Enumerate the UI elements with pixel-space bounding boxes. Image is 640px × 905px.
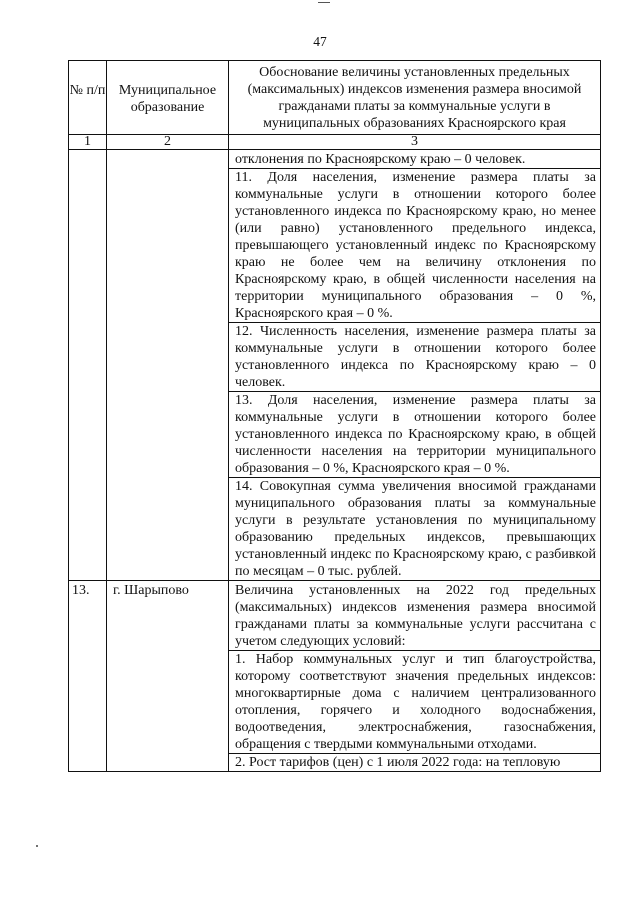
cell-justification-text [229, 581, 601, 772]
paragraph-item-12: 12. Численность населения, изменение размера платы за коммунальные услуги в отношении которого более установленного индекса по Красноярскому краю – 0 человек. [229, 322, 600, 391]
cell-continuation-text [229, 150, 601, 581]
justification-table [68, 60, 601, 772]
page-number: 47 [313, 34, 327, 49]
header-justification: Обоснование величины установленных предельных (максимальных) индексов изменения размера вносимой гражданами платы за коммунальные услуги в муниципальных образованиях Красноярского края [229, 61, 601, 135]
column-number-3: 3 [229, 135, 601, 150]
row-number: 13. [69, 581, 107, 772]
paragraph: отклонения по Красноярскому краю – 0 человек. [235, 152, 526, 167]
paragraph-item-11: 11. Доля населения, изменение размера платы за коммунальные услуги в отношении которого более установленного индекса по Красноярскому краю, но менее (или равно) установленного предельного индекса, превышающего установленный индекс по Красноярскому краю не более чем на величину отклонения по Красноярскому краю, в общей численности населения на территории муниципального образования – 0 %, Красноярского края – 0 %. [229, 168, 600, 322]
column-number-row [69, 135, 601, 150]
column-number-2: 2 [107, 135, 229, 150]
paragraph-intro: Величина установленных на 2022 год предельных (максимальных) индексов изменения размера вносимой гражданами платы за коммунальные услуги рассчитана с учетом следующих условий: [235, 583, 596, 649]
column-number-1: 1 [69, 135, 107, 150]
cell-empty-municipality [107, 150, 229, 581]
table-row-continuation [69, 150, 601, 581]
scan-dot [36, 845, 38, 847]
top-mark [318, 2, 330, 3]
header-number: № п/п [69, 61, 107, 135]
table-row-13 [69, 581, 601, 772]
paragraph-item-14: 14. Совокупная сумма увеличения вносимой гражданами муниципального образования платы за коммунальные услуги в результате установления по муниципальному образованию предельных индексов, превышающих установленный индекс по Красноярскому краю, с разбивкой по месяцам – 0 тыс. рублей. [229, 477, 600, 580]
municipality-name: г. Шарыпово [107, 581, 229, 772]
header-municipality: Муниципальное образование [107, 61, 229, 135]
paragraph-item-13: 13. Доля населения, изменение размера платы за коммунальные услуги в отношении которого более установленного индекса по Красноярскому краю, в общей численности населения на территории муниципального образования – 0 %, Красноярского края – 0 %. [229, 391, 600, 477]
paragraph-item-1: 1. Набор коммунальных услуг и тип благоустройства, которому соответствуют значения предельных индексов: многоквартирные дома с наличием централизованного отопления, горячего и холодного водоснабжения, водоотведения, электроснабжения, газоснабжения, обращения с твердыми коммунальными отходами. [229, 650, 600, 753]
cell-empty-number [69, 150, 107, 581]
header-row [69, 61, 601, 135]
paragraph-item-2: 2. Рост тарифов (цен) с 1 июля 2022 года: на тепловую [229, 753, 600, 771]
